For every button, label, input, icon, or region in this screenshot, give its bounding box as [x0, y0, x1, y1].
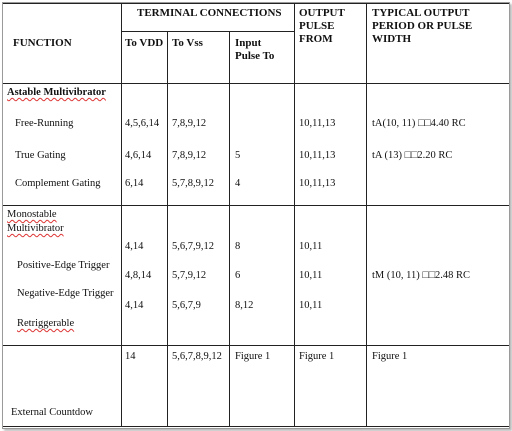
monostable-row-3-vss: 5,6,7,9: [172, 300, 201, 311]
subheader-divider: [121, 31, 295, 32]
astable-row-2-vdd: 4,6,14: [125, 150, 152, 161]
monostable-row-1-input: 8: [235, 241, 241, 252]
section-title-monostable-line2: Multivibrator: [7, 223, 64, 234]
astable-row-2-function: True Gating: [15, 150, 66, 161]
col-divider-function: [121, 3, 122, 427]
header-period-line1: TYPICAL OUTPUT: [372, 7, 470, 19]
col-divider-vdd: [167, 31, 168, 427]
monostable-row-1-function: Positive-Edge Trigger: [17, 260, 110, 271]
astable-row-1-output: 10,11,13: [299, 118, 336, 129]
astable-row-1-function: Free-Running: [15, 118, 74, 129]
astable-row-1-vss: 7,8,9,12: [172, 118, 207, 129]
astable-row-3-vdd: 6,14: [125, 178, 144, 189]
astable-row-2-vss: 7,8,9,12: [172, 150, 207, 161]
astable-row-1-vdd: 4,5,6,14: [125, 118, 160, 129]
header-output-line1: OUTPUT: [299, 7, 345, 19]
header-output-line3: FROM: [299, 33, 333, 45]
external-function: External Countdow: [11, 407, 93, 418]
monostable-row-1-vss: 5,6,7,9,12: [172, 241, 214, 252]
astable-row-2-input: 5: [235, 150, 241, 161]
astable-row-3-function: Complement Gating: [15, 178, 101, 189]
header-function: FUNCTION: [13, 37, 72, 49]
header-to-vss: To Vss: [172, 37, 203, 49]
astable-row-3-input: 4: [235, 178, 241, 189]
external-output: Figure 1: [299, 351, 335, 362]
section-divider-2: [3, 345, 509, 346]
header-bottom-border: [3, 83, 509, 84]
monostable-row-2-vdd: 4,8,14: [125, 270, 152, 281]
section-divider-1: [3, 205, 509, 206]
monostable-row-2-function: Negative-Edge Trigger: [17, 288, 114, 299]
col-divider-input: [294, 3, 295, 427]
monostable-row-1-vdd: 4,14: [125, 241, 144, 252]
section-title-monostable-line1: Monostable: [7, 209, 57, 220]
table-top-border: [3, 3, 509, 4]
astable-row-1-period: tA(10, 11) □□4.40 RC: [372, 118, 466, 129]
external-input: Figure 1: [235, 351, 271, 362]
header-period-line3: WIDTH: [372, 33, 412, 45]
header-input-pulse-line2: Pulse To: [235, 50, 275, 62]
monostable-row-2-input: 6: [235, 270, 241, 281]
header-to-vdd: To VDD: [125, 37, 164, 49]
monostable-row-2-vss: 5,7,9,12: [172, 270, 207, 281]
header-output-line2: PULSE: [299, 20, 335, 32]
monostable-row-3-output: 10,11: [299, 300, 323, 311]
header-terminal-connections: TERMINAL CONNECTIONS: [137, 7, 282, 19]
monostable-row-3-function: Retriggerable: [17, 318, 75, 329]
astable-row-2-output: 10,11,13: [299, 150, 336, 161]
monostable-row-2-output: 10,11: [299, 270, 323, 281]
monostable-row-1-output: 10,11: [299, 241, 323, 252]
col-divider-vss: [229, 31, 230, 427]
monostable-row-3-input: 8,12: [235, 300, 254, 311]
table-bottom-border: [3, 426, 509, 427]
astable-row-3-vss: 5,7,8,9,12: [172, 178, 214, 189]
astable-row-3-output: 10,11,13: [299, 178, 336, 189]
monostable-row-2-period: tM (10, 11) □□2.48 RC: [372, 270, 471, 281]
header-input-pulse-line1: Input: [235, 37, 262, 49]
header-period-line2: PERIOD OR PULSE: [372, 20, 473, 32]
external-vdd: 14: [125, 351, 136, 362]
col-divider-output: [366, 3, 367, 427]
monostable-row-3-vdd: 4,14: [125, 300, 144, 311]
external-vss: 5,6,7,8,9,12: [172, 351, 222, 362]
terminal-connections-table: [2, 2, 510, 429]
section-title-astable: Astable Multivibrator: [7, 87, 106, 98]
external-period: Figure 1: [372, 351, 408, 362]
astable-row-2-period: tA (13) □□2.20 RC: [372, 150, 453, 161]
